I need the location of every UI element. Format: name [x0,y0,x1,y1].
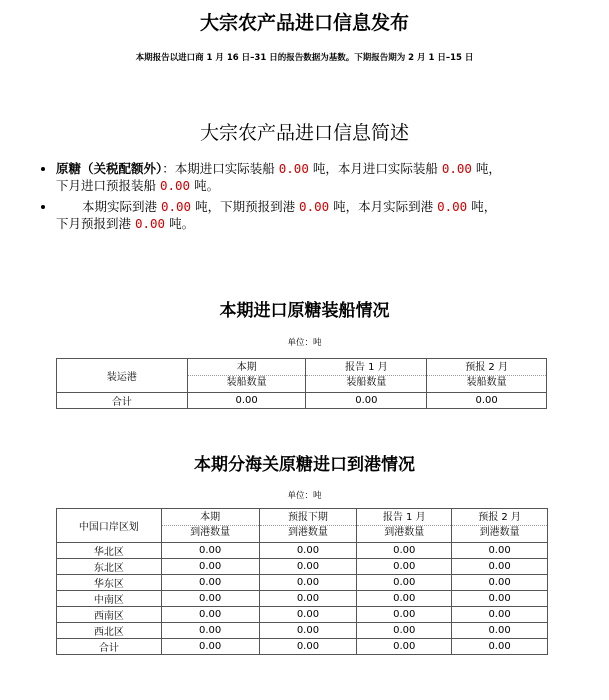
shipping-unit: 单位：吨 [287,338,322,348]
table-cell: 0.00 [259,575,357,591]
column-header: 预报 2 月 装船数量 [427,359,547,393]
shipping-section-title: 本期进口原糖装船情况 [219,301,390,321]
table-row [57,393,547,409]
column-header: 报告 1 月 装船数量 [306,359,427,393]
table-cell: 0.00 [357,543,452,559]
table-cell: 0.00 [161,607,259,623]
table-cell: 0.00 [161,575,259,591]
summary-text: 吨， [467,199,497,214]
table-cell: 0.00 [357,607,452,623]
table-cell: 0.00 [452,559,548,575]
report-period-notice: 本期报告以进口商 1 月 16 日–31 日的报告数据为基数。下期报告期为 2 月 1 日–15 日 [135,53,474,63]
table-cell: 0.00 [452,639,548,655]
column-header: 报告 1 月 到港数量 [357,509,452,543]
table-row [57,607,548,623]
table-cell: 0.00 [357,575,452,591]
table-cell: 0.00 [161,591,259,607]
arrival-section-title: 本期分海关原糖进口到港情况 [194,455,415,475]
table-row [57,559,548,575]
summary-text: 吨，下期预报到港 [191,199,300,214]
summary-text: 下月预报到港 [56,216,135,231]
table-header-row [57,359,547,393]
table-cell: 0.00 [452,591,548,607]
summary-text: 下月进口预报装船 [56,178,160,193]
table-cell: 0.00 [306,393,427,409]
table-cell: 0.00 [427,393,547,409]
value-forecast-shipping: 0.00 [159,178,191,193]
value-arrived-period: 0.00 [160,199,192,214]
value-shipped-month: 0.00 [441,161,472,176]
table-cell: 西北区 [57,623,162,639]
summary-text: 吨，本月实际到港 [329,199,438,214]
table-cell: 华东区 [57,575,162,591]
column-header: 中国口岸区划 [57,509,162,543]
table-cell: 0.00 [161,559,259,575]
column-header: 预报 2 月 到港数量 [452,509,548,543]
arrival-unit: 单位：吨 [287,491,322,501]
arrival-table [56,508,548,655]
table-cell: 0.00 [259,559,357,575]
table-cell: 0.00 [259,543,357,559]
table-cell: 0.00 [357,559,452,575]
table-cell: 0.00 [161,543,259,559]
summary-text: 吨， [471,161,501,176]
summary-title: 大宗农产品进口信息简述 [199,122,409,144]
table-row [57,543,548,559]
summary-item-arrival [56,198,609,232]
table-cell: 0.00 [161,623,259,639]
table-cell: 0.00 [259,607,357,623]
table-cell: 0.00 [357,623,452,639]
summary-text: 吨。 [190,178,220,193]
column-header: 本期 装船数量 [187,359,306,393]
summary-text: 吨，本月进口实际装船 [308,161,442,176]
value-shipped-period: 0.00 [278,161,309,176]
table-row [57,639,548,655]
table-row [57,591,548,607]
table-cell: 0.00 [452,623,548,639]
table-row [57,623,548,639]
table-cell: 华北区 [57,543,162,559]
value-arrived-month: 0.00 [437,199,468,214]
page-title: 大宗农产品进口信息发布 [199,12,409,34]
table-cell: 合计 [57,639,162,655]
value-forecast-next-period: 0.00 [299,199,330,214]
table-row [57,575,548,591]
summary-list [38,160,609,236]
summary-text: ：本期进口实际装船 [162,161,279,176]
column-header: 装运港 [57,359,188,393]
table-cell: 东北区 [57,559,162,575]
table-cell: 0.00 [452,575,548,591]
table-header-row [57,509,548,543]
table-cell: 0.00 [259,639,357,655]
table-cell: 合计 [57,393,188,409]
table-cell: 0.00 [187,393,306,409]
table-cell: 0.00 [259,591,357,607]
shipping-table [56,358,547,409]
table-cell: 0.00 [259,623,357,639]
table-cell: 0.00 [357,591,452,607]
column-header: 本期 到港数量 [161,509,259,543]
summary-text: 吨。 [165,216,195,231]
value-forecast-next-month: 0.00 [134,216,166,231]
table-cell: 西南区 [57,607,162,623]
column-header: 预报下期 到港数量 [259,509,357,543]
table-cell: 0.00 [161,639,259,655]
table-cell: 中南区 [57,591,162,607]
summary-item-label: 原糖（关税配额外） [56,161,163,176]
summary-item-shipping [56,160,609,194]
table-cell: 0.00 [357,639,452,655]
table-cell: 0.00 [452,543,548,559]
summary-text: 本期实际到港 [82,199,161,214]
table-cell: 0.00 [452,607,548,623]
